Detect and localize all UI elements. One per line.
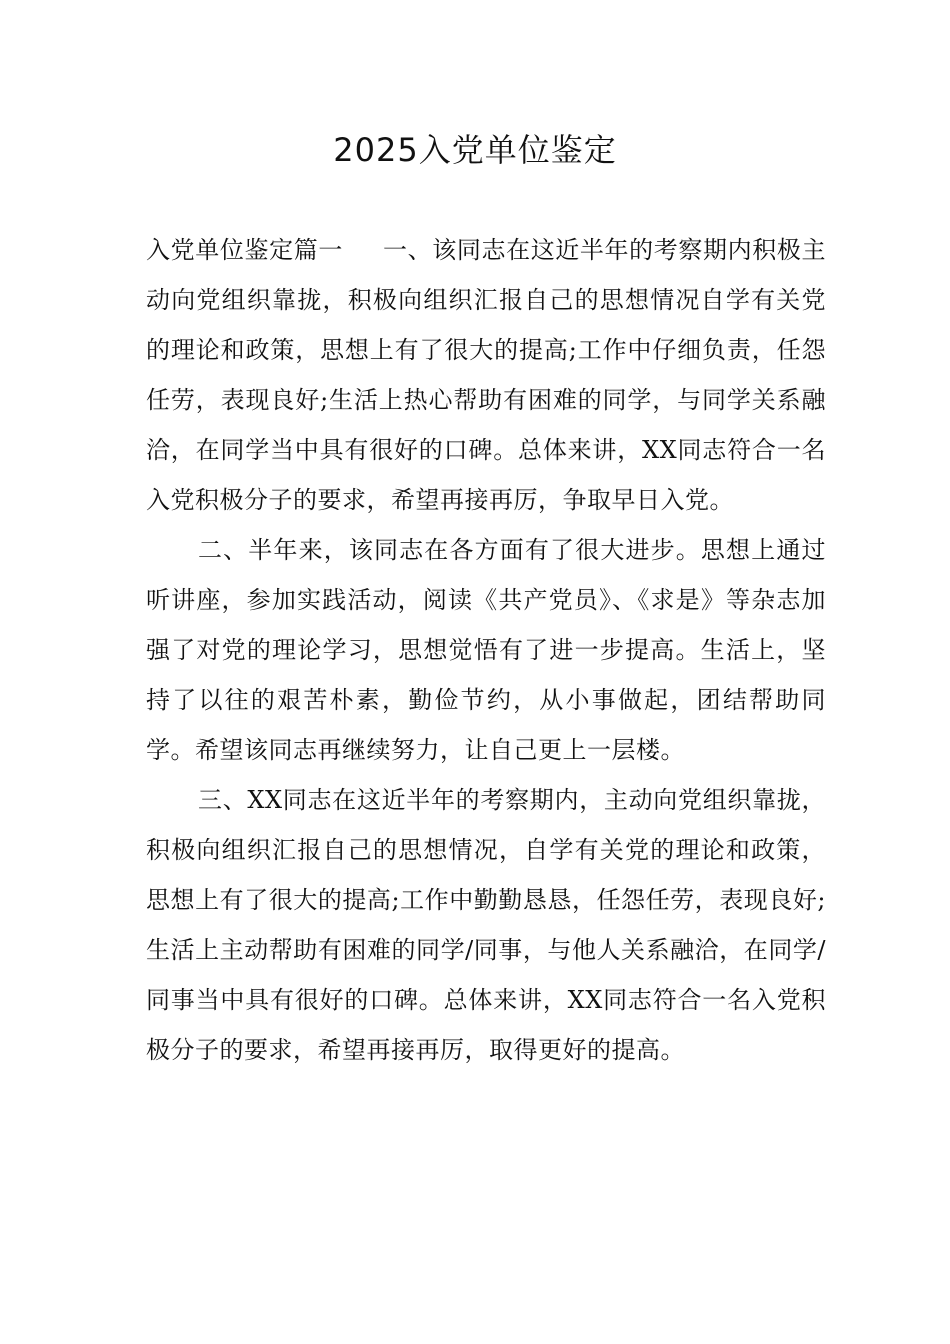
document-title: 2025入党单位鉴定	[333, 131, 617, 169]
paragraph-2: 二、半年来，该同志在各方面有了很大进步。思想上通过听讲座，参加实践活动，阅读《共产党员》、《求是》等杂志加强了对党的理论学习，思想觉悟有了进一步提高。生活上，坚持了以往的艰苦朴素，勤俭节约，从小事做起，团结帮助同学。希望该同志再继续努力，让自己更上一层楼。	[146, 536, 826, 764]
paragraph-3: 三、XX同志在这近半年的考察期内，主动向党组织靠拢，积极向组织汇报自己的思想情况，自学有关党的理论和政策，思想上有了很大的提高;工作中勤勤恳恳，任怨任劳，表现良好;生活上主动帮助有困难的同学/同事，与他人关系融洽，在同学/同事当中具有很好的口碑。总体来讲，XX同志符合一名入党积极分子的要求，希望再接再厉，取得更好的提高。	[146, 786, 826, 1064]
paragraph-1	[146, 225, 826, 525]
paragraph-1-text: 一、该同志在这近半年的考察期内积极主动向党组织靠拢，积极向组织汇报自己的思想情况自学有关党的理论和政策，思想上有了很大的提高;工作中仔细负责，任怨任劳，表现良好;生活上热心帮助有困难的同学，与同学关系融洽，在同学当中具有很好的口碑。总体来讲，XX同志符合一名入党积极分子的要求，希望再接再厉，争取早日入党。	[146, 236, 827, 514]
document-body	[146, 225, 826, 1075]
section-heading: 入党单位鉴定篇一	[146, 236, 343, 264]
